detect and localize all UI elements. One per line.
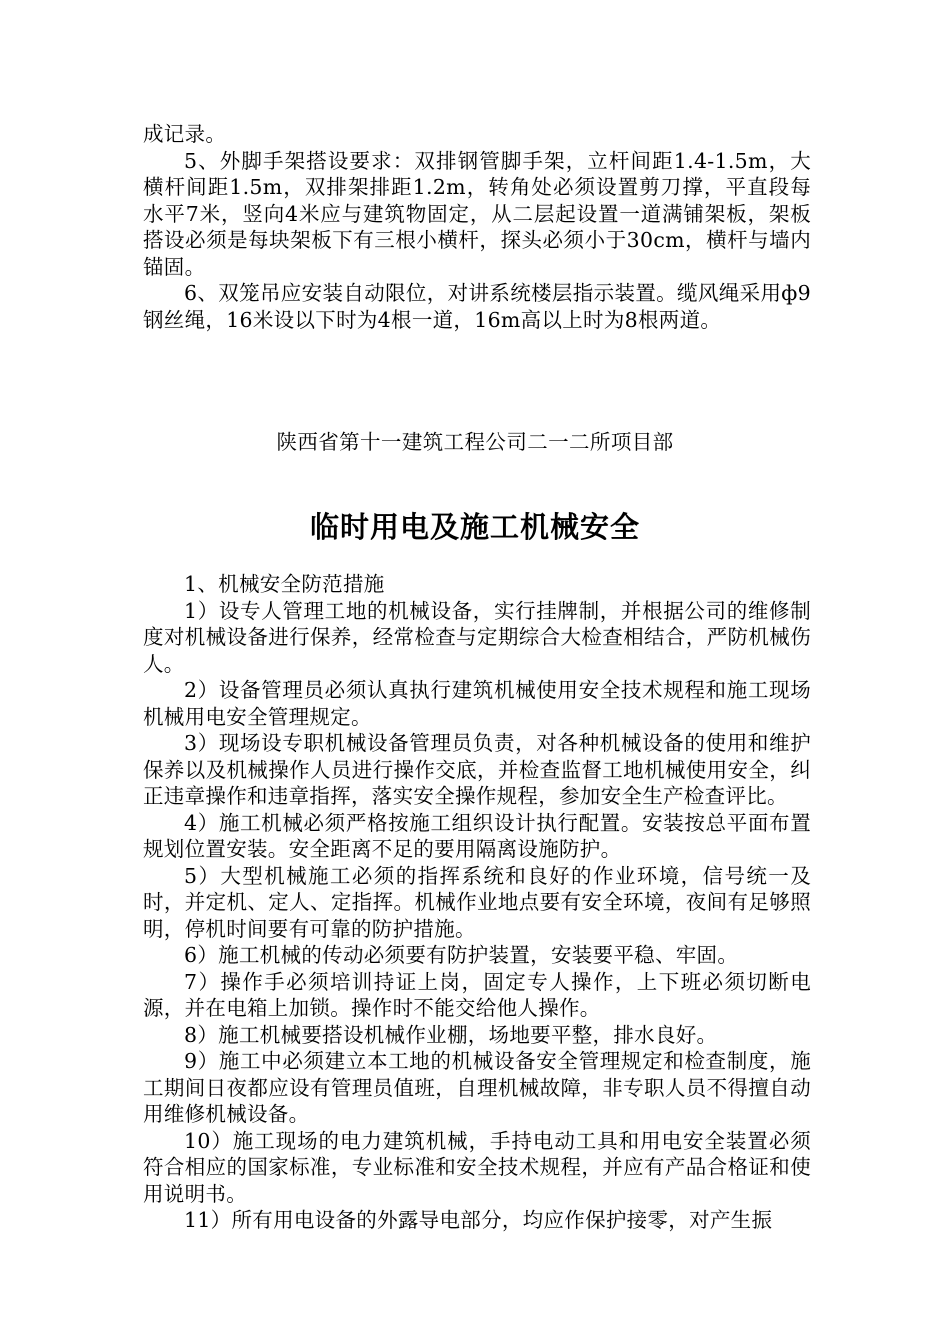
main-text-block xyxy=(143,571,811,1234)
list-item: 4）施工机械必须严格按施工组织设计执行配置。安装按总平面布置规划位置安装。安全距离不足的要用隔离设施防护。 xyxy=(143,810,811,861)
list-item: 9）施工中必须建立本工地的机械设备安全管理规定和检查制度，施工期间日夜都应设有管理员值班，自理机械故障，非专职人员不得擅自动用维修机械设备。 xyxy=(143,1049,811,1126)
organization-line: 陕西省第十一建筑工程公司二一二所项目部 xyxy=(276,430,674,454)
list-item: 11）所有用电设备的外露导电部分，均应作保护接零，对产生振 xyxy=(184,1208,773,1232)
list-item: 6）施工机械的传动必须要有防护装置，安装要平稳、牢固。 xyxy=(184,943,739,967)
list-item: 2）设备管理员必须认真执行建筑机械使用安全技术规程和施工现场机械用电安全管理规定。 xyxy=(143,678,811,729)
list-item: 8）施工机械要搭设机械作业棚，场地要平整，排水良好。 xyxy=(184,1022,718,1047)
top-text-block xyxy=(143,121,811,333)
paragraph-continuation: 成记录。 xyxy=(143,122,227,146)
list-item: 7）操作手必须培训持证上岗，固定专人操作，上下班必须切断电源，并在电箱上加锁。操作时不能交给他人操作。 xyxy=(143,969,811,1020)
list-item: 3）现场设专职机械设备管理员负责，对各种机械设备的使用和维护保养以及机械操作人员进行操作交底，并检查监督工地机械使用安全，纠正违章操作和违章指挥，落实安全操作规程，参加安全生产检查评比。 xyxy=(143,731,811,808)
subsection-heading: 1、机械安全防范措施 xyxy=(184,572,385,596)
list-item: 1）设专人管理工地的机械设备，实行挂牌制，并根据公司的维修制度对机械设备进行保养，经常检查与定期综合大检查相结合，严防机械伤人。 xyxy=(143,598,811,676)
section-title: 临时用电及施工机械安全 xyxy=(309,510,640,544)
list-item: 5）大型机械施工必须的指挥系统和良好的作业环境，信号统一及时，并定机、定人、定指挥。机械作业地点要有安全环境，夜间有足够照明，停机时间要有可靠的防护措施。 xyxy=(143,863,811,941)
list-item: 10）施工现场的电力建筑机械，手持电动工具和用电安全装置必须符合相应的国家标准，专业标准和安全技术规程，并应有产品合格证和使用说明书。 xyxy=(143,1128,811,1206)
paragraph-hoist-limits: 6、双笼吊应安装自动限位，对讲系统楼层指示装置。缆风绳采用ф9钢丝绳，16米设以下时为4根一道，16m高以上时为8根两道。 xyxy=(143,281,811,332)
paragraph-scaffold-requirements: 5、外脚手架搭设要求：双排钢管脚手架，立杆间距1.4-1.5m，大横杆间距1.5m，双排架排距1.2m，转角处必须设置剪刀撑，平直段每水平7米，竖向4米应与建筑物固定，从二层起设置一道满铺架板，架板搭设必须是每块架板下有三根小横杆，探头必须小于30cm，横杆与墙内锚固。 xyxy=(143,148,811,279)
